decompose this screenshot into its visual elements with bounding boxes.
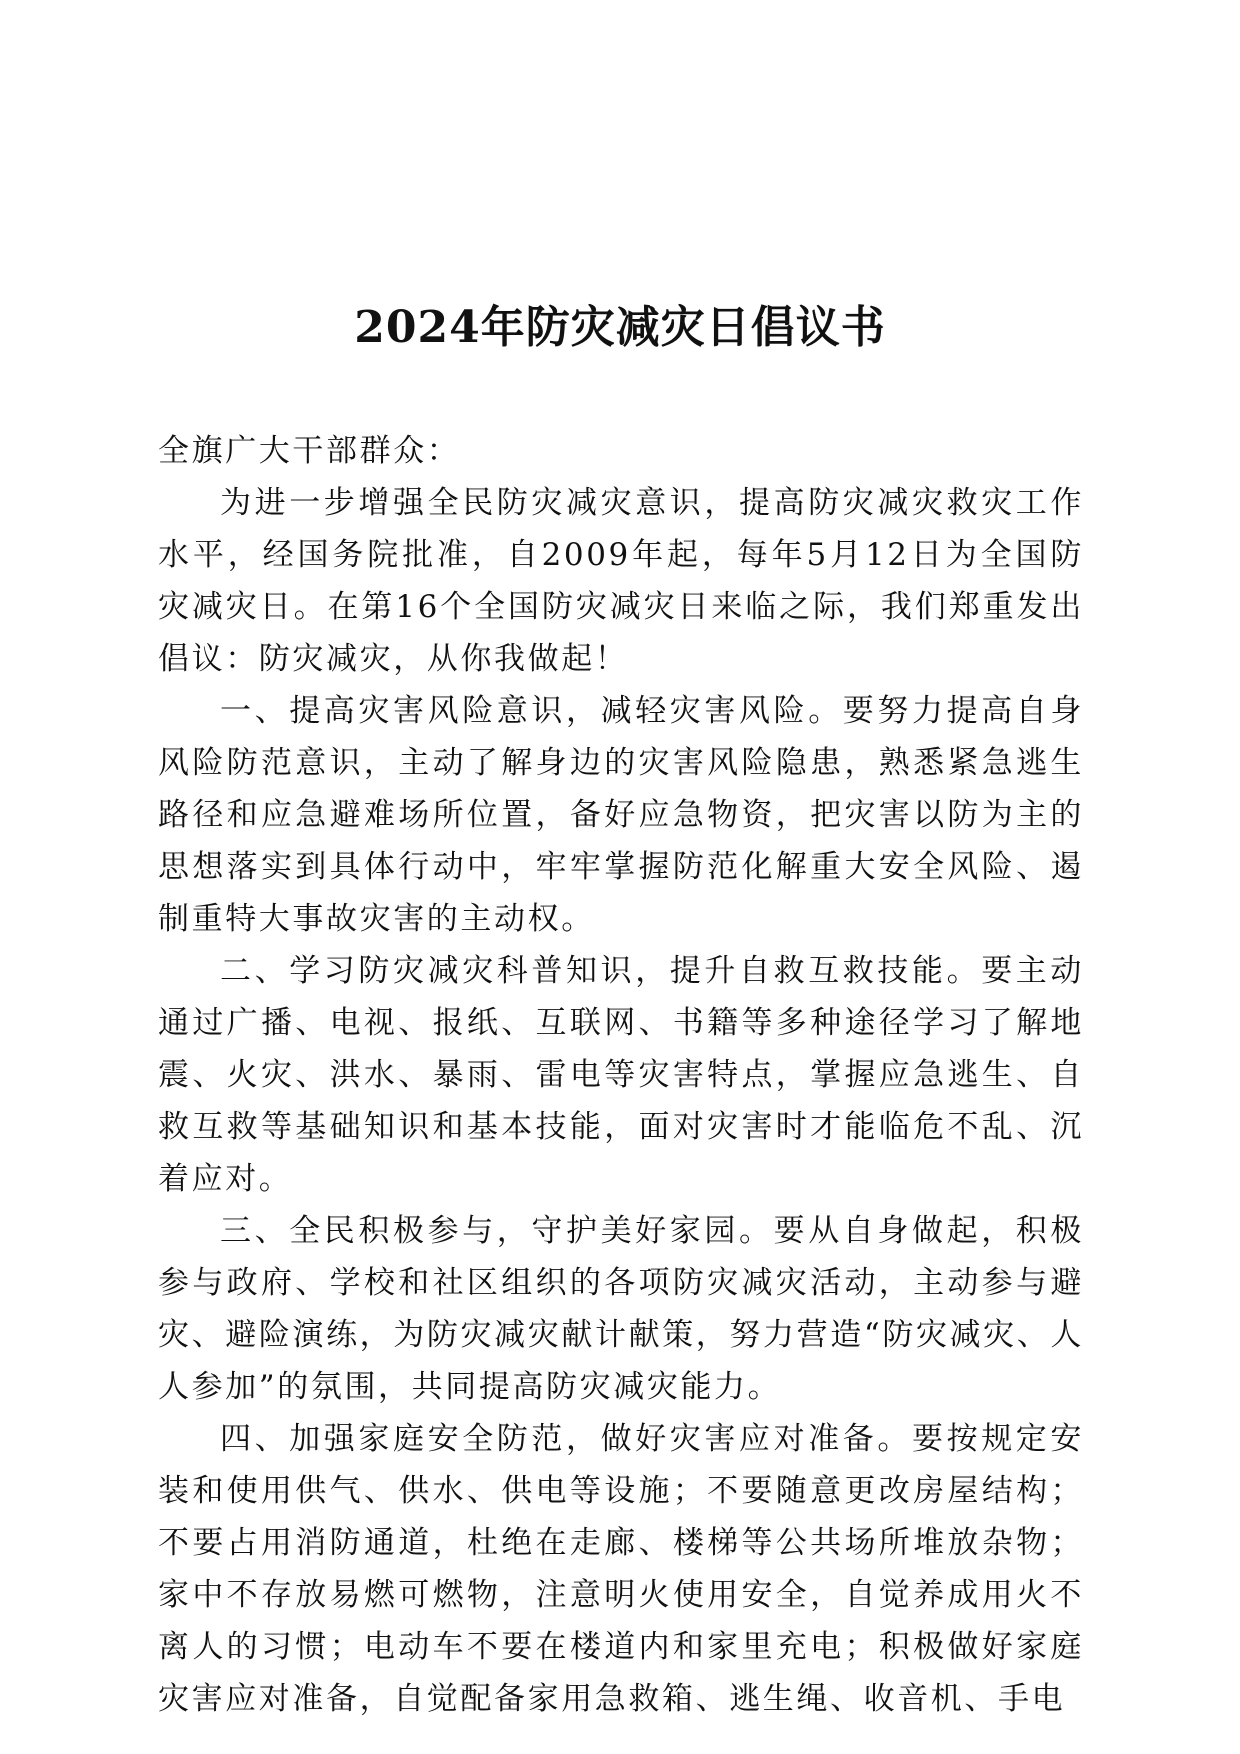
paragraph-three: 三、全民积极参与，守护美好家园。要从自身做起，积极参与政府、学校和社区组织的各项防灾减灾活动，主动参与避灾、避险演练，为防灾减灾献计献策，努力营造“防灾减灾、人人参加”的氛围，共同提高防灾减灾能力。 [158,1213,1084,1405]
document-title: 2024年防灾减灾日倡议书 [354,302,886,353]
document-body [158,425,1084,1725]
paragraph-intro: 为进一步增强全民防灾减灾意识，提高防灾减灾救灾工作水平，经国务院批准，自2009年起，每年5月12日为全国防灾减灾日。在第16个全国防灾减灾日来临之际，我们郑重发出倡议：防灾减灾，从你我做起！ [158,485,1084,677]
paragraph-two: 二、学习防灾减灾科普知识，提升自救互救技能。要主动通过广播、电视、报纸、互联网、书籍等多种途径学习了解地震、火灾、洪水、暴雨、雷电等灾害特点，掌握应急逃生、自救互救等基础知识和基本技能，面对灾害时才能临危不乱、沉着应对。 [158,953,1084,1197]
paragraph-one: 一、提高灾害风险意识，减轻灾害风险。要努力提高自身风险防范意识，主动了解身边的灾害风险隐患，熟悉紧急逃生路径和应急避难场所位置，备好应急物资，把灾害以防为主的思想落实到具体行动中，牢牢掌握防范化解重大安全风险、遏制重特大事故灾害的主动权。 [158,693,1084,937]
salutation: 全旗广大干部群众： [158,433,461,469]
paragraph-four: 四、加强家庭安全防范，做好灾害应对准备。要按规定安装和使用供气、供水、供电等设施；不要随意更改房屋结构；不要占用消防通道，杜绝在走廊、楼梯等公共场所堆放杂物；家中不存放易燃可燃物，注意明火使用安全，自觉养成用火不离人的习惯；电动车不要在楼道内和家里充电；积极做好家庭灾害应对准备，自觉配备家用急救箱、逃生绳、收音机、手电 [158,1421,1084,1717]
